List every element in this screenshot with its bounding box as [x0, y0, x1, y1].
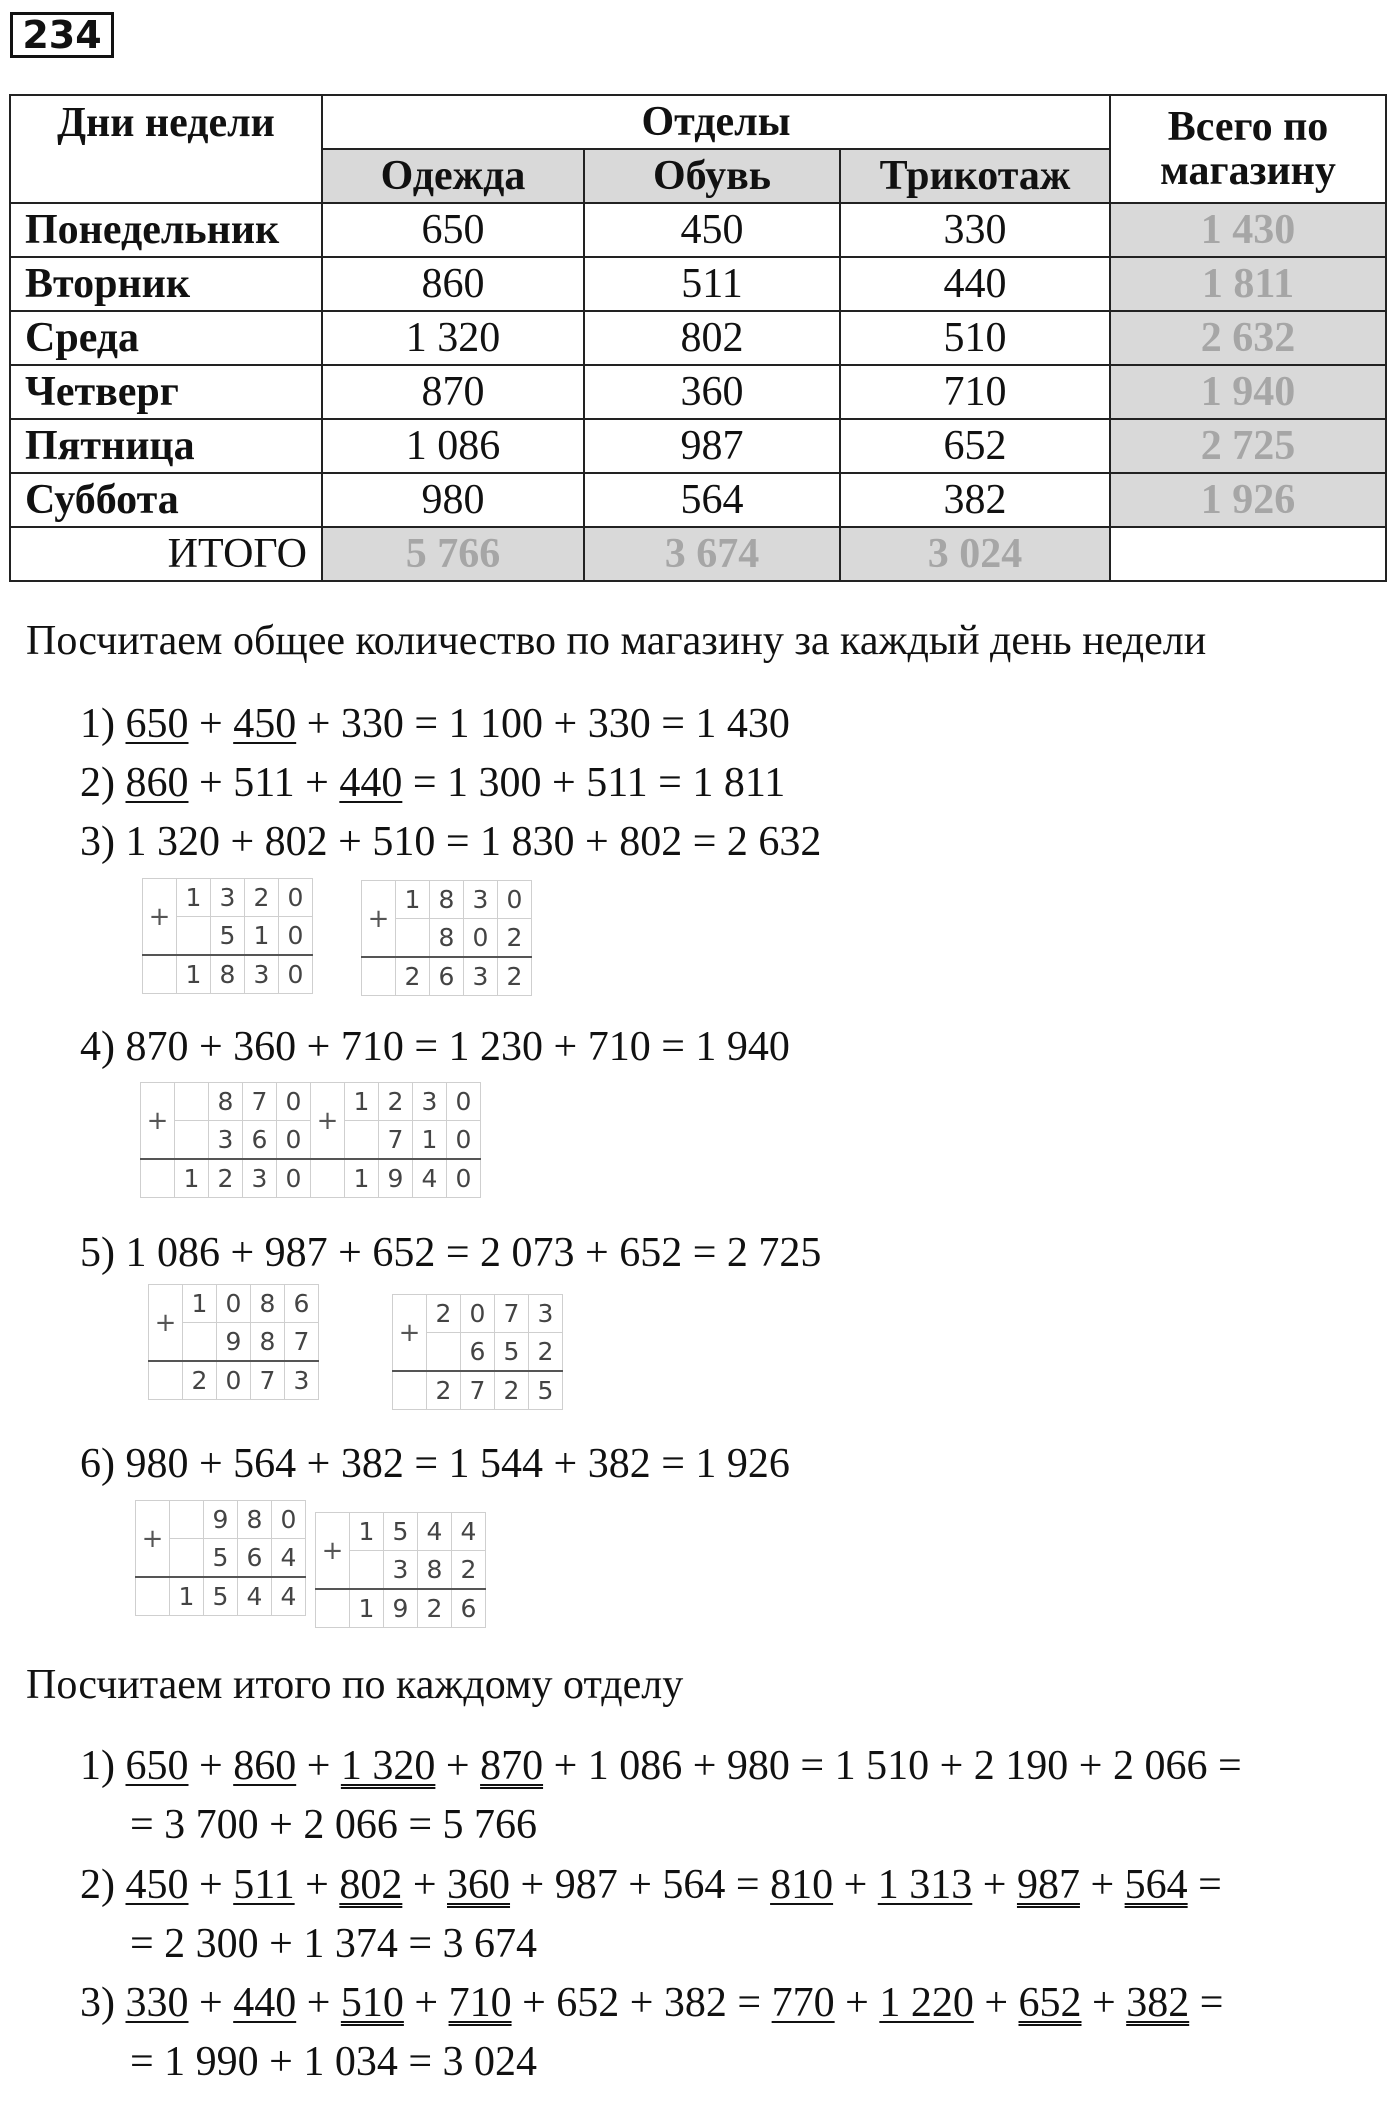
- column-addition: [315, 1512, 486, 1628]
- addition-row: [311, 1159, 481, 1198]
- header-departments: Отделы: [322, 95, 1110, 149]
- table-row: [10, 311, 1386, 365]
- day-label: Среда: [10, 311, 322, 365]
- dept-line-2-cont: = 2 300 + 1 374 = 3 674: [130, 1921, 538, 1967]
- digit-cell: 6: [461, 1333, 495, 1372]
- cell-value: 710: [840, 365, 1110, 419]
- digit-cell: [345, 1121, 379, 1160]
- column-addition: [135, 1500, 306, 1616]
- digit-cell: 3: [464, 957, 498, 996]
- digit-cell: 6: [452, 1589, 486, 1628]
- row-total: 1 811: [1110, 257, 1386, 311]
- cell-value: 1 320: [322, 311, 584, 365]
- digit-cell: [177, 917, 211, 956]
- itogo-value: 3 674: [584, 527, 840, 581]
- itogo-value: 3 024: [840, 527, 1110, 581]
- itogo-value: 5 766: [322, 527, 584, 581]
- day-label: Вторник: [10, 257, 322, 311]
- plus-sign: +: [311, 1083, 345, 1160]
- dept-shoes: Обувь: [584, 149, 840, 203]
- digit-cell: 0: [279, 879, 313, 917]
- table-row: [10, 203, 1386, 257]
- addition-row: [316, 1589, 486, 1628]
- cell-value: 511: [584, 257, 840, 311]
- addition-row: [141, 1159, 311, 1198]
- digit-cell: 9: [204, 1501, 238, 1539]
- digit-cell: 3: [413, 1083, 447, 1121]
- cell-value: 382: [840, 473, 1110, 527]
- digit-cell: 0: [447, 1159, 481, 1198]
- row-total: 1 430: [1110, 203, 1386, 257]
- plus-sign: +: [143, 879, 177, 956]
- digit-cell: 5: [529, 1371, 563, 1410]
- column-addition: [148, 1284, 319, 1400]
- digit-cell: 4: [272, 1539, 306, 1578]
- digit-cell: 8: [251, 1285, 285, 1323]
- blank-cell: [362, 957, 396, 996]
- digit-cell: 4: [418, 1513, 452, 1551]
- cell-value: 652: [840, 419, 1110, 473]
- digit-cell: 0: [217, 1285, 251, 1323]
- cell-value: 440: [840, 257, 1110, 311]
- addition-row: [143, 955, 313, 994]
- plus-sign: +: [149, 1285, 183, 1362]
- section2-title: Посчитаем итого по каждому отделу: [26, 1662, 684, 1708]
- digit-cell: 7: [251, 1361, 285, 1400]
- digit-cell: 1: [175, 1159, 209, 1198]
- digit-cell: 2: [498, 919, 532, 958]
- column-addition: [392, 1294, 563, 1410]
- cell-value: 510: [840, 311, 1110, 365]
- dept-line-3: 3) 330 + 440 + 510 + 710 + 652 + 382 = 770 + 1 220 + 652 + 382 =: [80, 1980, 1224, 2026]
- day-line-6: 6) 980 + 564 + 382 = 1 544 + 382 = 1 926: [80, 1441, 790, 1487]
- digit-cell: 8: [211, 955, 245, 994]
- digit-cell: 4: [452, 1513, 486, 1551]
- digit-cell: 0: [498, 881, 532, 919]
- cell-value: 802: [584, 311, 840, 365]
- digit-cell: 1: [350, 1589, 384, 1628]
- digit-cell: 6: [243, 1121, 277, 1160]
- digit-cell: 0: [272, 1501, 306, 1539]
- digit-cell: 2: [183, 1361, 217, 1400]
- digit-cell: 5: [204, 1577, 238, 1616]
- blank-cell: [316, 1589, 350, 1628]
- addition-row: [316, 1513, 486, 1551]
- blank-cell: [149, 1361, 183, 1400]
- addition-row: [149, 1361, 319, 1400]
- row-total: 1 940: [1110, 365, 1386, 419]
- blank-cell: [143, 955, 177, 994]
- plus-sign: +: [362, 881, 396, 958]
- plus-sign: +: [136, 1501, 170, 1578]
- digit-cell: 1: [413, 1121, 447, 1160]
- digit-cell: 9: [217, 1323, 251, 1362]
- digit-cell: 2: [418, 1589, 452, 1628]
- digit-cell: 2: [427, 1295, 461, 1333]
- dept-clothes: Одежда: [322, 149, 584, 203]
- digit-cell: 2: [452, 1551, 486, 1590]
- digit-cell: 8: [418, 1551, 452, 1590]
- digit-cell: 7: [379, 1121, 413, 1160]
- day-line-1: 1) 650 + 450 + 330 = 1 100 + 330 = 1 430: [80, 701, 790, 747]
- plus-sign: +: [316, 1513, 350, 1590]
- digit-cell: 4: [413, 1159, 447, 1198]
- addition-row: [143, 879, 313, 917]
- addition-row: [136, 1501, 306, 1539]
- digit-cell: 1: [350, 1513, 384, 1551]
- dept-knitwear: Трикотаж: [840, 149, 1110, 203]
- plus-sign: +: [393, 1295, 427, 1372]
- digit-cell: 0: [279, 917, 313, 956]
- sales-table: [9, 94, 1387, 582]
- itogo-label: ИТОГО: [10, 527, 322, 581]
- section1-title: Посчитаем общее количество по магазину за каждый день недели: [26, 618, 1207, 664]
- digit-cell: 5: [204, 1539, 238, 1578]
- day-label: Понедельник: [10, 203, 322, 257]
- cell-value: 330: [840, 203, 1110, 257]
- digit-cell: 7: [495, 1295, 529, 1333]
- digit-cell: 0: [447, 1121, 481, 1160]
- digit-cell: [183, 1323, 217, 1362]
- dept-line-2: 2) 450 + 511 + 802 + 360 + 987 + 564 = 810 + 1 313 + 987 + 564 =: [80, 1862, 1222, 1908]
- cell-value: 980: [322, 473, 584, 527]
- digit-cell: 7: [461, 1371, 495, 1410]
- addition-row: [393, 1295, 563, 1333]
- digit-cell: 1: [177, 879, 211, 917]
- digit-cell: [427, 1333, 461, 1372]
- addition-row: [362, 881, 532, 919]
- cell-value: 1 086: [322, 419, 584, 473]
- digit-cell: 2: [245, 879, 279, 917]
- dept-line-1: 1) 650 + 860 + 1 320 + 870 + 1 086 + 980 = 1 510 + 2 190 + 2 066 =: [80, 1743, 1242, 1789]
- blank-cell: [170, 1539, 204, 1578]
- header-total: Всего по магазину: [1110, 95, 1386, 203]
- addition-row: [149, 1285, 319, 1323]
- day-line-2: 2) 860 + 511 + 440 = 1 300 + 511 = 1 811: [80, 760, 786, 806]
- empty-cell: [1110, 527, 1386, 581]
- digit-cell: 3: [529, 1295, 563, 1333]
- cell-value: 650: [322, 203, 584, 257]
- cell-value: 860: [322, 257, 584, 311]
- digit-cell: 0: [217, 1361, 251, 1400]
- blank-cell: [170, 1501, 204, 1539]
- day-label: Суббота: [10, 473, 322, 527]
- cell-value: 564: [584, 473, 840, 527]
- digit-cell: 1: [345, 1083, 379, 1121]
- digit-cell: 7: [285, 1323, 319, 1362]
- digit-cell: 5: [495, 1333, 529, 1372]
- digit-cell: 1: [177, 955, 211, 994]
- digit-cell: 6: [238, 1539, 272, 1578]
- digit-cell: 5: [384, 1513, 418, 1551]
- addition-row: [311, 1083, 481, 1121]
- cell-value: 450: [584, 203, 840, 257]
- digit-cell: 9: [379, 1159, 413, 1198]
- day-line-5: 5) 1 086 + 987 + 652 = 2 073 + 652 = 2 725: [80, 1230, 822, 1276]
- blank-cell: [136, 1577, 170, 1616]
- digit-cell: 8: [209, 1083, 243, 1121]
- digit-cell: 0: [447, 1083, 481, 1121]
- digit-cell: 2: [396, 957, 430, 996]
- cell-value: 360: [584, 365, 840, 419]
- day-label: Пятница: [10, 419, 322, 473]
- blank-cell: [311, 1159, 345, 1198]
- digit-cell: 8: [238, 1501, 272, 1539]
- digit-cell: 8: [430, 881, 464, 919]
- digit-cell: 0: [277, 1159, 311, 1198]
- digit-cell: 9: [384, 1589, 418, 1628]
- digit-cell: 4: [272, 1577, 306, 1616]
- addition-row: [136, 1577, 306, 1616]
- digit-cell: 6: [430, 957, 464, 996]
- digit-cell: 2: [529, 1333, 563, 1372]
- digit-cell: 1: [345, 1159, 379, 1198]
- table-row: [10, 257, 1386, 311]
- table-row: [10, 473, 1386, 527]
- digit-cell: [350, 1551, 384, 1590]
- digit-cell: 0: [277, 1121, 311, 1160]
- digit-cell: 1: [183, 1285, 217, 1323]
- blank-cell: [141, 1159, 175, 1198]
- column-addition: [310, 1082, 481, 1198]
- digit-cell: 1: [396, 881, 430, 919]
- digit-cell: 8: [430, 919, 464, 958]
- digit-cell: 5: [211, 917, 245, 956]
- digit-cell: 3: [211, 879, 245, 917]
- digit-cell: 3: [245, 955, 279, 994]
- itogo-row: [10, 527, 1386, 581]
- addition-row: [141, 1083, 311, 1121]
- digit-cell: 6: [285, 1285, 319, 1323]
- addition-row: [362, 957, 532, 996]
- table-row: [10, 419, 1386, 473]
- header-days: Дни недели: [10, 95, 322, 203]
- digit-cell: 0: [279, 955, 313, 994]
- dept-line-1-cont: = 3 700 + 2 066 = 5 766: [130, 1802, 538, 1848]
- digit-cell: 7: [243, 1083, 277, 1121]
- digit-cell: 3: [285, 1361, 319, 1400]
- digit-cell: 1: [245, 917, 279, 956]
- day-label: Четверг: [10, 365, 322, 419]
- blank-cell: [175, 1121, 209, 1160]
- column-addition: [140, 1082, 311, 1198]
- digit-cell: 3: [209, 1121, 243, 1160]
- column-addition: [142, 878, 313, 994]
- digit-cell: 8: [251, 1323, 285, 1362]
- day-line-3: 3) 1 320 + 802 + 510 = 1 830 + 802 = 2 632: [80, 819, 822, 865]
- digit-cell: 2: [379, 1083, 413, 1121]
- row-total: 2 725: [1110, 419, 1386, 473]
- digit-cell: [396, 919, 430, 958]
- day-line-4: 4) 870 + 360 + 710 = 1 230 + 710 = 1 940: [80, 1024, 790, 1070]
- dept-line-3-cont: = 1 990 + 1 034 = 3 024: [130, 2039, 538, 2085]
- row-total: 2 632: [1110, 311, 1386, 365]
- digit-cell: 2: [427, 1371, 461, 1410]
- cell-value: 987: [584, 419, 840, 473]
- digit-cell: 4: [238, 1577, 272, 1616]
- digit-cell: 0: [461, 1295, 495, 1333]
- digit-cell: 1: [170, 1577, 204, 1616]
- addition-row: [393, 1371, 563, 1410]
- digit-cell: 2: [495, 1371, 529, 1410]
- digit-cell: 3: [464, 881, 498, 919]
- digit-cell: 2: [209, 1159, 243, 1198]
- blank-cell: [175, 1083, 209, 1121]
- plus-sign: +: [141, 1083, 175, 1160]
- row-total: 1 926: [1110, 473, 1386, 527]
- blank-cell: [393, 1371, 427, 1410]
- table-row: [10, 365, 1386, 419]
- digit-cell: 0: [277, 1083, 311, 1121]
- problem-number: 234: [10, 12, 114, 58]
- digit-cell: 3: [384, 1551, 418, 1590]
- digit-cell: 3: [243, 1159, 277, 1198]
- cell-value: 870: [322, 365, 584, 419]
- digit-cell: 2: [498, 957, 532, 996]
- column-addition: [361, 880, 532, 996]
- digit-cell: 0: [464, 919, 498, 958]
